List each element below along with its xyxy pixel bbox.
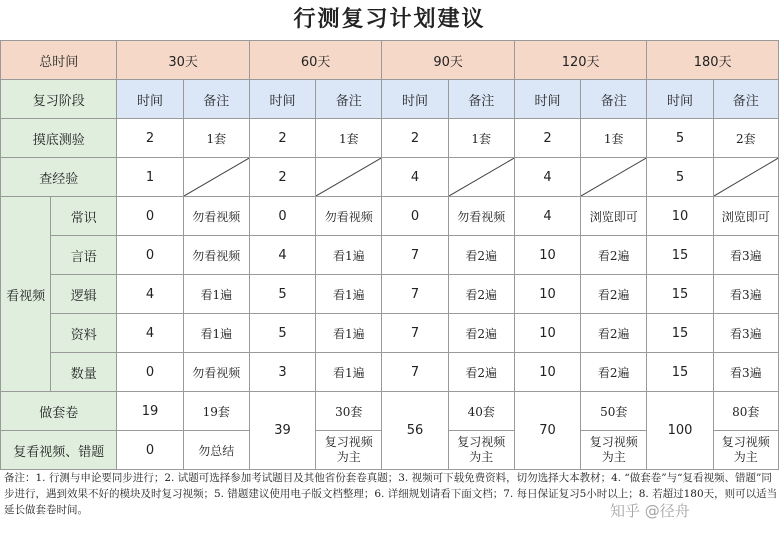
time-cell: 15 [647, 353, 713, 392]
table-row [1, 236, 779, 275]
time-cell: 10 [514, 275, 580, 314]
time-cell: 2 [249, 158, 315, 197]
note-cell: 看2遍 [448, 353, 514, 392]
note-line: 复习视频 [721, 435, 770, 449]
time-cell: 15 [647, 314, 713, 353]
note-cell: 浏览即可 [581, 197, 647, 236]
table-row [1, 275, 779, 314]
note-cell: 看2遍 [448, 314, 514, 353]
time-header: 时间 [514, 80, 580, 119]
time-cell: 2 [249, 119, 315, 158]
note-cell: 勿总结 [183, 431, 249, 470]
row-label-experience: 查经验 [1, 158, 117, 197]
diagonal-empty-cell [713, 158, 778, 197]
note-cell: 看2遍 [581, 236, 647, 275]
period-header-30: 30天 [117, 41, 249, 80]
time-cell: 2 [514, 119, 580, 158]
time-cell: 4 [249, 236, 315, 275]
row-label-video: 看视频 [1, 197, 51, 392]
note-cell: 看1遍 [183, 314, 249, 353]
time-cell: 5 [647, 119, 713, 158]
note-cell: 40套 [448, 392, 514, 431]
note-cell: 看3遍 [713, 236, 778, 275]
time-cell: 2 [382, 119, 448, 158]
time-cell: 2 [117, 119, 183, 158]
time-cell: 15 [647, 236, 713, 275]
time-cell: 0 [382, 197, 448, 236]
note-cell: 勿看视频 [183, 236, 249, 275]
time-cell: 4 [117, 275, 183, 314]
subject-label: 数量 [51, 353, 117, 392]
watermark: 知乎 @径舟 [610, 502, 690, 520]
subject-label: 资料 [51, 314, 117, 353]
note-cell: 看3遍 [713, 275, 778, 314]
diagonal-empty-cell [316, 158, 382, 197]
note-cell: 勿看视频 [316, 197, 382, 236]
note-cell: 看1遍 [316, 353, 382, 392]
time-cell: 4 [514, 197, 580, 236]
period-header-120: 120天 [514, 41, 646, 80]
note-cell [316, 431, 382, 470]
table-row [1, 353, 779, 392]
merged-time-cell: 39 [249, 392, 315, 470]
footnotes: 备注：1. 行测与申论要同步进行；2. 试题可选择参加考试题目及其他省份套卷真题；3. 视频可下载免费资料，切勿选择大本教材；4. “做套卷”与“复看视频、错题”同步进行，遇到效果不好的模块及时复习视频；5. 错题建议使用电子版文档整理；6. 详细规划请看下面文档；7. 每日保证复习5小时以上；8. 若超过180天，则可以适当延长做套卷时间。 [4, 472, 778, 516]
time-cell: 7 [382, 236, 448, 275]
time-cell: 0 [117, 236, 183, 275]
time-cell: 15 [647, 275, 713, 314]
note-header: 备注 [316, 80, 382, 119]
diagonal-empty-cell [581, 158, 647, 197]
time-cell: 7 [382, 314, 448, 353]
table-subheader-row [1, 80, 779, 119]
note-cell: 浏览即可 [713, 197, 778, 236]
study-plan-table [0, 40, 779, 470]
note-cell: 1套 [316, 119, 382, 158]
note-line: 为主 [733, 450, 758, 464]
table-header-row [1, 41, 779, 80]
total-time-header: 总时间 [1, 41, 117, 80]
time-cell: 5 [249, 314, 315, 353]
subject-label: 逻辑 [51, 275, 117, 314]
note-cell [448, 431, 514, 470]
time-header: 时间 [249, 80, 315, 119]
row-label-review: 复看视频、错题 [1, 431, 117, 470]
time-cell: 0 [117, 353, 183, 392]
diagonal-empty-cell [448, 158, 514, 197]
note-cell: 看1遍 [316, 275, 382, 314]
period-header-60: 60天 [249, 41, 381, 80]
note-line: 复习视频 [324, 435, 373, 449]
time-cell: 0 [249, 197, 315, 236]
subject-label: 言语 [51, 236, 117, 275]
time-cell: 0 [117, 431, 183, 470]
time-header: 时间 [382, 80, 448, 119]
time-cell: 7 [382, 275, 448, 314]
note-header: 备注 [183, 80, 249, 119]
time-cell: 4 [382, 158, 448, 197]
note-cell: 勿看视频 [448, 197, 514, 236]
note-line: 为主 [601, 450, 626, 464]
time-cell: 19 [117, 392, 183, 431]
time-cell: 5 [249, 275, 315, 314]
note-line: 复习视频 [589, 435, 638, 449]
table-row [1, 197, 779, 236]
note-cell: 看3遍 [713, 314, 778, 353]
note-header: 备注 [448, 80, 514, 119]
note-cell: 勿看视频 [183, 353, 249, 392]
note-cell: 看2遍 [448, 236, 514, 275]
time-cell: 1 [117, 158, 183, 197]
note-cell: 看3遍 [713, 353, 778, 392]
merged-time-cell: 70 [514, 392, 580, 470]
merged-time-cell: 56 [382, 392, 448, 470]
note-cell: 2套 [713, 119, 778, 158]
note-cell: 勿看视频 [183, 197, 249, 236]
period-header-90: 90天 [382, 41, 514, 80]
time-header: 时间 [647, 80, 713, 119]
diagonal-empty-cell [183, 158, 249, 197]
note-cell: 看2遍 [448, 275, 514, 314]
note-cell: 1套 [448, 119, 514, 158]
note-cell: 30套 [316, 392, 382, 431]
note-cell: 看1遍 [183, 275, 249, 314]
subject-label: 常识 [51, 197, 117, 236]
row-label-mock: 摸底测验 [1, 119, 117, 158]
note-cell: 看1遍 [316, 314, 382, 353]
merged-time-cell: 100 [647, 392, 713, 470]
time-cell: 7 [382, 353, 448, 392]
note-header: 备注 [581, 80, 647, 119]
time-cell: 3 [249, 353, 315, 392]
time-cell: 5 [647, 158, 713, 197]
note-cell [713, 431, 778, 470]
time-header: 时间 [117, 80, 183, 119]
table-row [1, 314, 779, 353]
time-cell: 10 [514, 314, 580, 353]
note-header: 备注 [713, 80, 778, 119]
table-row [1, 119, 779, 158]
table-row [1, 392, 779, 431]
time-cell: 10 [647, 197, 713, 236]
note-cell: 19套 [183, 392, 249, 431]
note-cell: 看2遍 [581, 314, 647, 353]
note-cell: 80套 [713, 392, 778, 431]
row-label-sets: 做套卷 [1, 392, 117, 431]
period-header-180: 180天 [647, 41, 779, 80]
table-row [1, 158, 779, 197]
time-cell: 10 [514, 236, 580, 275]
note-line: 为主 [469, 450, 494, 464]
time-cell: 4 [117, 314, 183, 353]
note-line: 复习视频 [457, 435, 506, 449]
note-cell: 看2遍 [581, 353, 647, 392]
note-line: 为主 [336, 450, 361, 464]
note-cell: 看2遍 [581, 275, 647, 314]
note-cell: 1套 [183, 119, 249, 158]
time-cell: 0 [117, 197, 183, 236]
page-title: 行测复习计划建议 [293, 7, 486, 32]
note-cell: 1套 [581, 119, 647, 158]
time-cell: 4 [514, 158, 580, 197]
note-cell: 看1遍 [316, 236, 382, 275]
time-cell: 10 [514, 353, 580, 392]
note-cell: 50套 [581, 392, 647, 431]
stage-header: 复习阶段 [1, 80, 117, 119]
note-cell [581, 431, 647, 470]
